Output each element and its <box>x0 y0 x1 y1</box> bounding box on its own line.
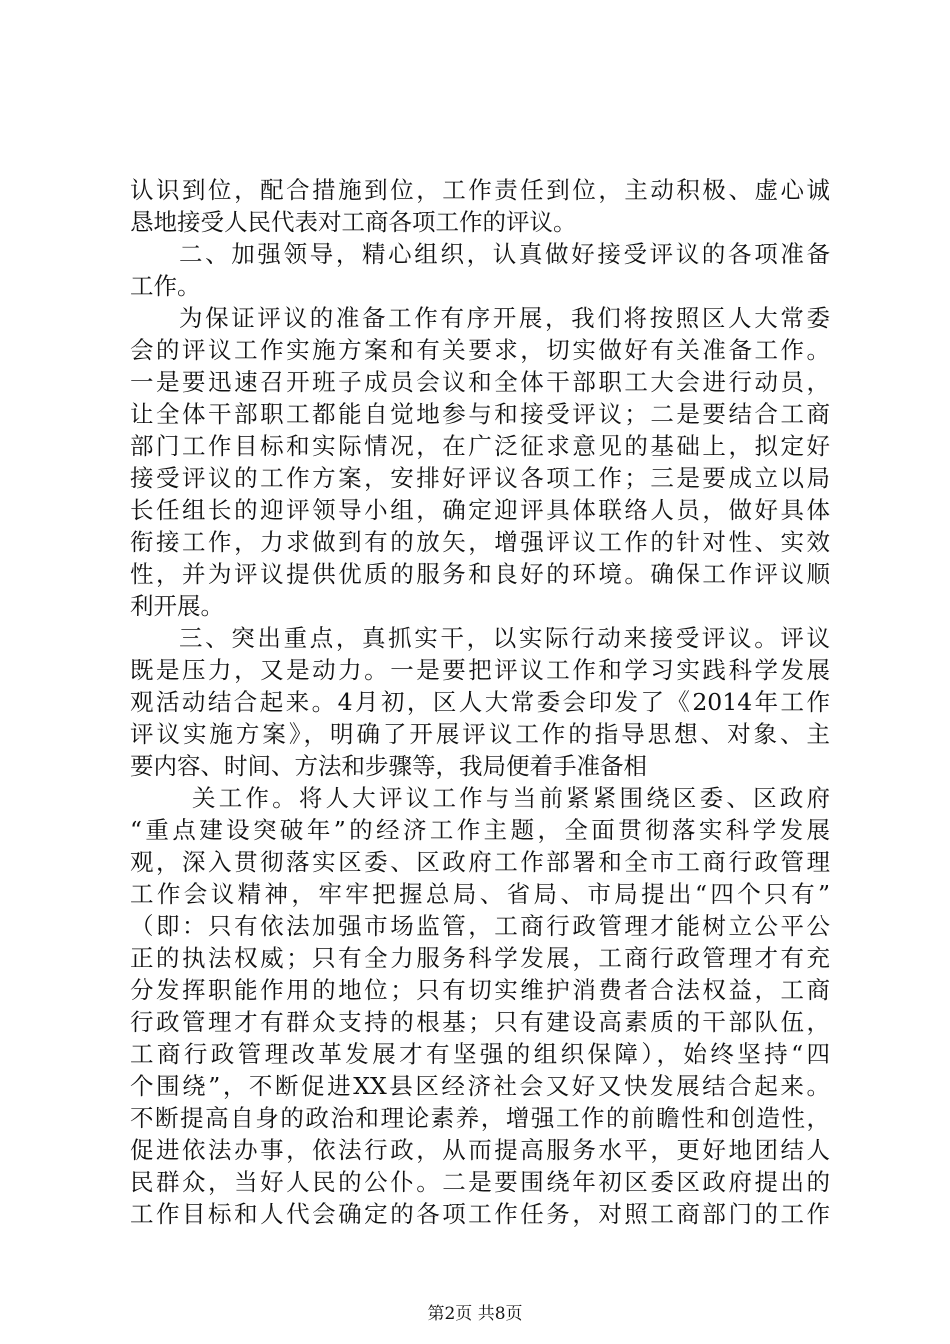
text-line: 既是压力，又是动力。一是要把评议工作和学习实践科学发展 <box>130 656 830 684</box>
text-line: “重点建设突破年”的经济工作主题，全面贯彻落实科学发展 <box>130 816 830 844</box>
text-line: 工商行政管理改革发展才有坚强的组织保障），始终坚持“四 <box>130 1040 830 1068</box>
text-line: 要内容、时间、方法和步骤等，我局便着手准备相 <box>130 752 647 780</box>
text-line: 恳地接受人民代表对工商各项工作的评议。 <box>130 208 577 236</box>
text-line: 分发挥职能作用的地位；只有切实维护消费者合法权益，工商 <box>130 976 830 1004</box>
page-number-footer: 第2页 共8页 <box>427 1304 523 1324</box>
text-line: 利开展。 <box>130 592 224 620</box>
text-line: 一是要迅速召开班子成员会议和全体干部职工大会进行动员， <box>130 368 830 396</box>
text-line: 民群众，当好人民的公仆。二是要围绕年初区委区政府提出的 <box>130 1168 830 1196</box>
document-body <box>130 174 830 1230</box>
text-line: 让全体干部职工都能自觉地参与和接受评议；二是要结合工商 <box>130 400 830 428</box>
text-line: 性，并为评议提供优质的服务和良好的环境。确保工作评议顺 <box>130 560 830 588</box>
text-line: 部门工作目标和实际情况，在广泛征求意见的基础上，拟定好 <box>130 432 830 460</box>
text-line: 促进依法办事，依法行政，从而提高服务水平，更好地团结人 <box>130 1136 830 1164</box>
text-line: 行政管理才有群众支持的根基；只有建设高素质的干部队伍， <box>130 1008 830 1036</box>
text-line: 观，深入贯彻落实区委、区政府工作部署和全市工商行政管理 <box>130 848 830 876</box>
text-line: 长任组长的迎评领导小组，确定迎评具体联络人员，做好具体 <box>130 496 830 524</box>
text-line: 观活动结合起来。4月初，区人大常委会印发了《2014年工作 <box>130 688 830 716</box>
text-line: 衔接工作，力求做到有的放矢，增强评议工作的针对性、实效 <box>130 528 830 556</box>
text-line: 工作目标和人代会确定的各项工作任务，对照工商部门的工作 <box>130 1200 830 1228</box>
text-line: （即：只有依法加强市场监管，工商行政管理才能树立公平公 <box>130 912 830 940</box>
text-line: 正的执法权威；只有全力服务科学发展，工商行政管理才有充 <box>130 944 830 972</box>
text-line: 工作会议精神，牢牢把握总局、省局、市局提出“四个只有” <box>130 880 830 908</box>
text-line: 评议实施方案》，明确了开展评议工作的指导思想、对象、主 <box>130 720 830 748</box>
text-line: 认识到位，配合措施到位，工作责任到位，主动积极、虚心诚 <box>130 176 830 204</box>
text-line: 不断提高自身的政治和理论素养，增强工作的前瞻性和创造性， <box>130 1104 830 1132</box>
text-line: 会的评议工作实施方案和有关要求，切实做好有关准备工作。 <box>130 336 830 364</box>
paragraph-start-line: 为保证评议的准备工作有序开展，我们将按照区人大常委 <box>179 304 830 332</box>
section-heading-line: 二、加强领导，精心组织，认真做好接受评议的各项准备 <box>179 240 830 268</box>
text-line: 工作。 <box>130 272 201 300</box>
text-line: 个围绕”，不断促进XX县区经济社会又好又快发展结合起来。 <box>130 1072 830 1100</box>
paragraph-start-line: 关工作。将人大评议工作与当前紧紧围绕区委、区政府 <box>192 784 830 812</box>
section-heading-line: 三、突出重点，真抓实干，以实际行动来接受评议。评议 <box>179 624 830 652</box>
text-line: 接受评议的工作方案，安排好评议各项工作；三是要成立以局 <box>130 464 830 492</box>
